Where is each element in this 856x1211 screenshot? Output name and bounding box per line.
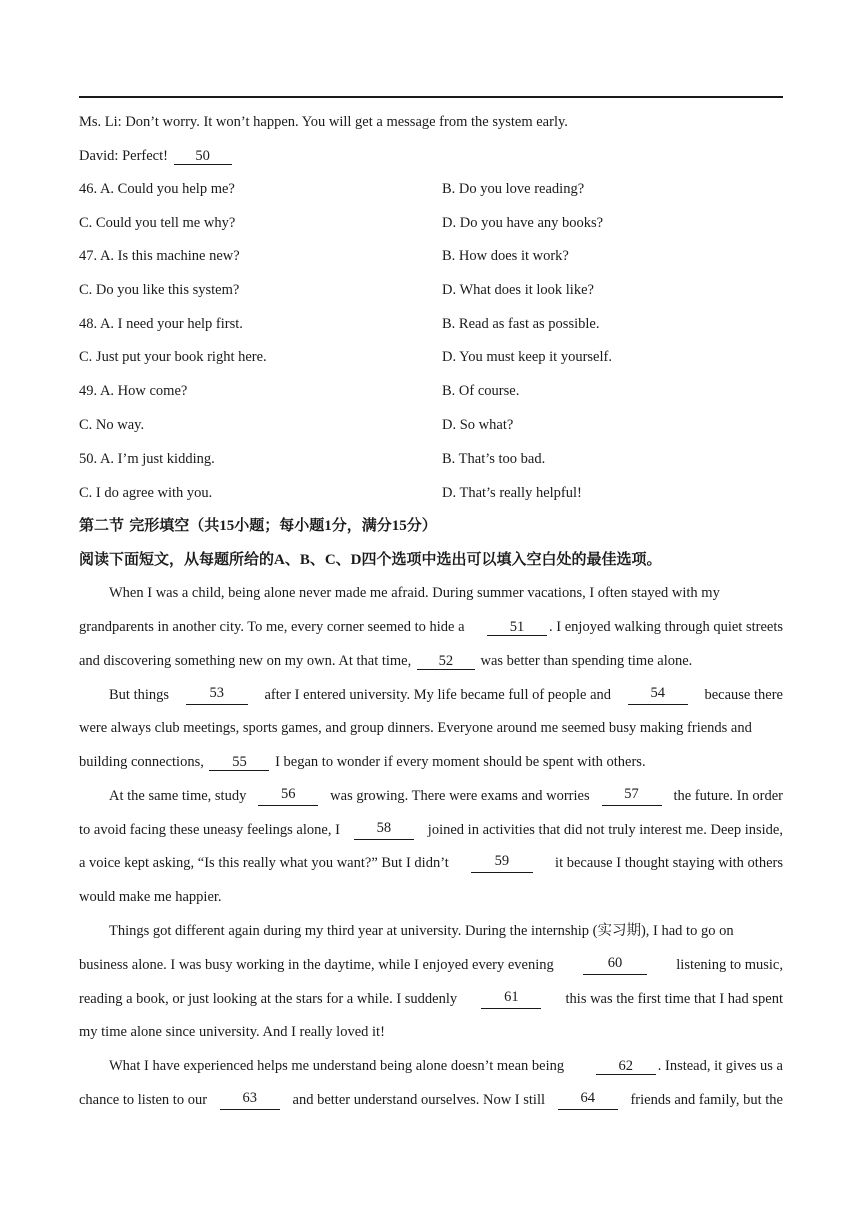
option-46-c: C. Could you tell me why? bbox=[79, 215, 236, 231]
passage-line: business alone. I was busy working in the daytime, while I enjoyed every evening 60 listening to music, bbox=[79, 955, 783, 973]
option-50-b: B. That’s too bad. bbox=[442, 451, 546, 467]
option-50-d: D. That’s really helpful! bbox=[442, 485, 582, 501]
passage-line: What I have experienced helps me understand being alone doesn’t mean being 62 . Instead, it gives us a bbox=[109, 1058, 783, 1074]
blank-51: 51 bbox=[487, 619, 547, 636]
option-47-d: D. What does it look like? bbox=[442, 282, 594, 298]
option-46-d: D. Do you have any books? bbox=[442, 215, 604, 231]
passage-line: and discovering something new on my own. At that time, 52 was better than spending time alone. bbox=[79, 653, 693, 669]
passage-line: Things got different again during my third year at university. During the internship (实习期), I had to go on bbox=[109, 923, 734, 939]
section-title: 第二节 完形填空（共15小题；每小题1分，满分15分） bbox=[79, 516, 437, 534]
option-47-b: B. How does it work? bbox=[442, 248, 569, 264]
option-46-a: 46. A. Could you help me? bbox=[79, 181, 235, 197]
option-47-a: 47. A. Is this machine new? bbox=[79, 248, 240, 264]
blank-59: 59 bbox=[471, 853, 533, 873]
blank-63: 63 bbox=[220, 1090, 280, 1110]
passage-line: At the same time, study 56 was growing. There were exams and worries 57 the future. In order bbox=[109, 786, 783, 804]
option-49-a: 49. A. How come? bbox=[79, 383, 188, 399]
option-48-b: B. Read as fast as possible. bbox=[442, 316, 600, 332]
passage-line: my time alone since university. And I really loved it! bbox=[79, 1024, 385, 1040]
section-instructions: 阅读下面短文，从每题所给的A、B、C、D四个选项中选出可以填入空白处的最佳选项。 bbox=[79, 550, 662, 568]
blank-54: 54 bbox=[628, 685, 688, 705]
option-50-c: C. I do agree with you. bbox=[79, 485, 213, 501]
option-48-d: D. You must keep it yourself. bbox=[442, 349, 612, 365]
option-48-c: C. Just put your book right here. bbox=[79, 349, 267, 365]
option-46-b: B. Do you love reading? bbox=[442, 181, 585, 197]
blank-52: 52 bbox=[417, 653, 475, 670]
blank-55: 55 bbox=[209, 754, 269, 771]
option-47-c: C. Do you like this system? bbox=[79, 282, 240, 298]
blank-57: 57 bbox=[602, 786, 662, 806]
blank-60: 60 bbox=[583, 955, 647, 975]
blank-62: 62 bbox=[596, 1058, 656, 1075]
passage-line: building connections, 55 I began to wonder if every moment should be spent with others. bbox=[79, 754, 646, 770]
header-rule bbox=[79, 96, 783, 98]
blank-64: 64 bbox=[558, 1090, 618, 1110]
dialogue-david bbox=[79, 146, 234, 166]
passage-line: chance to listen to our 63 and better understand ourselves. Now I still 64 friends and family, but the bbox=[79, 1090, 783, 1108]
passage-line: to avoid facing these uneasy feelings alone, I 58 joined in activities that did not truly interest me. Deep inside, bbox=[79, 820, 783, 838]
passage-line: reading a book, or just looking at the stars for a while. I suddenly 61 this was the first time that I had spent bbox=[79, 989, 783, 1007]
passage-line: a voice kept asking, “Is this really what you want?” But I didn’t 59 it because I thought staying with others bbox=[79, 853, 783, 871]
dialogue-david-text: David: Perfect! bbox=[79, 148, 168, 164]
blank-53: 53 bbox=[186, 685, 248, 705]
blank-61: 61 bbox=[481, 989, 541, 1009]
passage-line: But things 53 after I entered university. My life became full of people and 54 because there bbox=[109, 685, 783, 703]
option-49-b: B. Of course. bbox=[442, 383, 520, 399]
option-49-c: C. No way. bbox=[79, 417, 145, 433]
option-49-d: D. So what? bbox=[442, 417, 514, 433]
passage-line: grandparents in another city. To me, every corner seemed to hide a 51 . I enjoyed walking through quiet streets bbox=[79, 619, 783, 635]
passage-line: were always club meetings, sports games, and group dinners. Everyone around me seemed busy making friends and bbox=[79, 720, 752, 736]
passage-line: would make me happier. bbox=[79, 889, 222, 905]
dialogue-ms-li: Ms. Li: Don’t worry. It won’t happen. You will get a message from the system early. bbox=[79, 114, 568, 130]
option-48-a: 48. A. I need your help first. bbox=[79, 316, 243, 332]
passage-line: When I was a child, being alone never made me afraid. During summer vacations, I often stayed with my bbox=[109, 585, 720, 601]
option-50-a: 50. A. I’m just kidding. bbox=[79, 451, 215, 467]
blank-56: 56 bbox=[258, 786, 318, 806]
blank-58: 58 bbox=[354, 820, 414, 840]
blank-50: 50 bbox=[174, 148, 232, 165]
